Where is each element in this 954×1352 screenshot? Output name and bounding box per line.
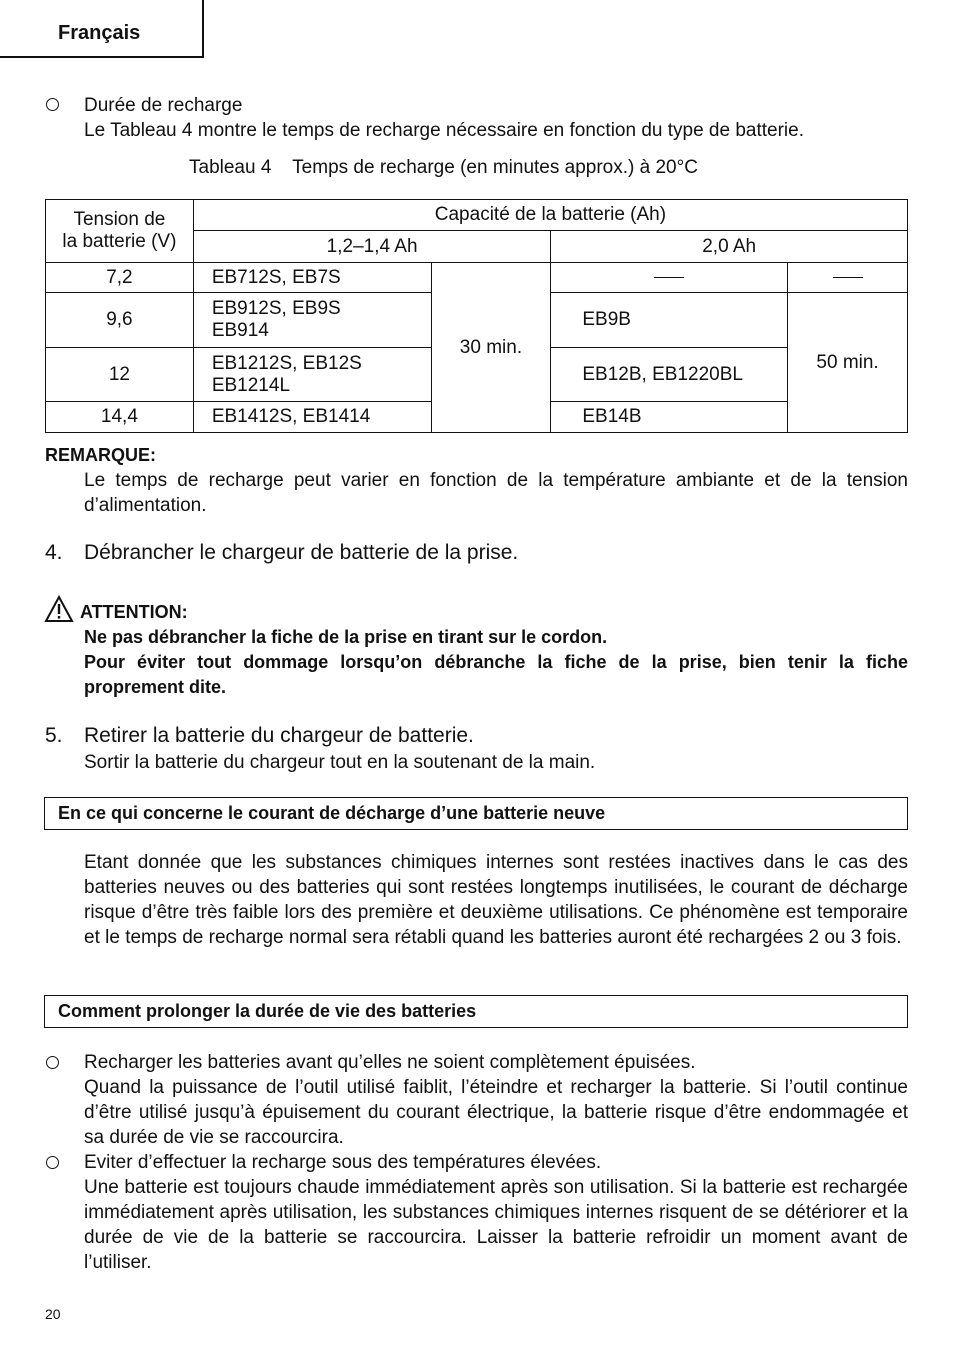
recharge-table <box>45 199 908 433</box>
step5-subtext: Sortir la batterie du chargeur tout en la soutenant de la main. <box>84 752 596 773</box>
cell-models-b: EB12B, EB1220BL <box>551 348 788 402</box>
cell-models-a: EB1412S, EB1414 <box>193 402 431 433</box>
header-voltage-line2: la batterie (V) <box>62 231 177 252</box>
language-tab <box>0 0 204 58</box>
cell-time-a: 30 min. <box>431 263 551 433</box>
step5-text: Retirer la batterie du chargeur de batterie. <box>84 724 474 747</box>
cell-dash <box>551 263 788 293</box>
language-label: Français <box>58 22 141 44</box>
section-heading-box: En ce qui concerne le courant de décharge d’une batterie neuve <box>44 797 908 830</box>
cell-models-b: EB14B <box>551 402 788 433</box>
model-line: EB1212S, EB12S <box>211 352 362 374</box>
intro-text: Le Tableau 4 montre le temps de recharge nécessaire en fonction du type de batterie. <box>84 120 804 141</box>
cell-voltage: 7,2 <box>46 263 194 293</box>
cell-models-b: EB9B <box>551 293 788 348</box>
remark-label: REMARQUE: <box>45 445 156 465</box>
dash-mark <box>654 277 684 278</box>
remark-text: Le temps de recharge peut varier en fonction de la température ambiante et de la tension d’alimentation. <box>84 470 908 516</box>
model-line: EB1214L <box>211 374 291 396</box>
bullet-circle-icon <box>46 1156 59 1169</box>
cell-models-a <box>193 293 431 348</box>
header-voltage-line1: Tension de <box>73 209 166 230</box>
step4-text: Débrancher le chargeur de batterie de la prise. <box>84 541 519 564</box>
item2-text: Une batterie est toujours chaude immédiatement après son utilisation. Si la batterie est rechargée immédiatement après utilisation, les substances chimiques internes risquent de se détériorer et la durée de vie de la batterie se raccourcira. Laisser la batterie refroidir un moment avant de l’utiliser. <box>84 1177 908 1273</box>
dash-mark <box>833 277 863 278</box>
item1-title: Recharger les batteries avant qu’elles ne soient complètement épuisées. <box>84 1052 696 1073</box>
attention-line2: Pour éviter tout dommage lorsqu’on débranche la fiche de la prise, bien tenir la fiche proprement dite. <box>84 652 908 697</box>
table-caption: Tableau 4 Temps de recharge (en minutes approx.) à 20°C <box>189 157 698 178</box>
section-heading-box: Comment prolonger la durée de vie des batteries <box>44 995 908 1028</box>
warning-triangle-icon <box>44 595 74 623</box>
attention-line1: Ne pas débrancher la fiche de la prise en tirant sur le cordon. <box>84 627 608 647</box>
model-line: EB912S, EB9S <box>211 298 341 319</box>
header-cap-1: 1,2–1,4 Ah <box>193 231 551 263</box>
section-title-recharge: Durée de recharge <box>84 95 243 116</box>
cell-voltage: 9,6 <box>46 293 194 348</box>
item1-text: Quand la puissance de l’outil utilisé faiblit, l’éteindre et recharger la batterie. Si l’outil continue d’être utilisé jusqu’à épuisement du courant électrique, la batterie risque d’être endommagée et sa durée de vie se raccourcira. <box>84 1077 908 1148</box>
cell-models-a <box>193 348 431 402</box>
attention-label: ATTENTION: <box>80 602 188 622</box>
header-voltage <box>46 200 194 263</box>
cell-time-b: 50 min. <box>788 293 908 433</box>
cell-dash <box>788 263 908 293</box>
cell-voltage: 12 <box>46 348 194 402</box>
bullet-circle-icon <box>46 1056 59 1069</box>
header-capacity: Capacité de la batterie (Ah) <box>193 200 907 231</box>
cell-voltage: 14,4 <box>46 402 194 433</box>
page-number: 20 <box>45 1306 61 1322</box>
header-cap-2: 2,0 Ah <box>551 231 908 263</box>
bullet-circle-icon <box>46 98 59 111</box>
step-number: 4. <box>45 541 63 564</box>
model-line: EB914 <box>211 320 269 341</box>
item2-title: Eviter d’effectuer la recharge sous des températures élevées. <box>84 1152 602 1173</box>
step-number: 5. <box>45 724 63 747</box>
section1-text: Etant donnée que les substances chimiques internes sont restées inactives dans le cas des batteries neuves ou des batteries qui sont restées longtemps inutilisées, le courant de décharge risque d’être très faible lors des première et deuxième utilisations. Ce phénomène est temporaire et le temps de recharge normal sera rétabli quand les batteries auront été rechargées 2 ou 3 fois. <box>84 852 908 948</box>
cell-models-a: EB712S, EB7S <box>193 263 431 293</box>
